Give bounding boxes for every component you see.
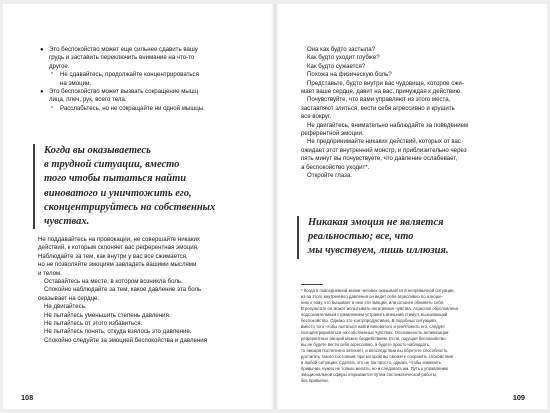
- bullet-item: ● Это беспокойство может еще сильнее сдавить вашу грудь и заставить переключить внимание на что-то другое.: [40, 46, 198, 70]
- hollow-square-icon: ▫: [51, 103, 54, 111]
- page-number: 108: [21, 393, 34, 402]
- bullet-item: ● Это беспокойство может вызвать сокращение мышц лица, плеч, рук, всего тела.: [40, 88, 199, 104]
- left-page: [3, 4, 271, 409]
- left-top-bullets: [38, 46, 251, 113]
- footnote-divider: [301, 284, 323, 285]
- right-page: [279, 4, 547, 409]
- bullet-dot-icon: ●: [40, 89, 44, 96]
- pull-quote: Никакая эмоция не является реальностью; все, что мы чувствуем, лишь иллюзия.: [297, 216, 538, 259]
- page-number: 109: [512, 393, 525, 402]
- right-body-text: Она как будто застыла? Как будто уходит глубже? Как будто сужается? Похожа на физическую боль? Представьте, будто внутри вас чудовище, которое сжи- мает ваше сердце, давит на вас, принуждая к действию. Почувствуйте, что вами управляют из этого места, заставляют злиться, вести себя агрессивно и крушить все вокруг. Не двигайтесь, внимательно наблюдайте за поведением референтной эмоции. Не предпринимайте никаких действий, которых от вас ожидает этот внутренний монстр, и приблизительно через пять минут вы почувствуете, что давление ослабевает, а беспокойство уходит*. Откройте глаза.: [301, 46, 469, 180]
- footnote: * Когда в повседневной жизни человек оказывается в непривычной ситуации, из-за этого внутреннего давления он ведет себя агрессивно по отноше- нию к тому, кто вызывает в нем эти эмоции, или склонен обвинять себя. В результате он может испытывать негативные чувства. Агрессия обусловлена подсознательным стремлением устранить внешний стимул, вызывающий беспокойство. Однако это контрпродуктивно. В подобных ситуациях, вместо того чтобы пытаться найти виноватого и уничтожить его, следует сконцентрироваться на собственных чувствах. Осознанность активизации референтных эмоций можно бездействием. Если, ощущая беспокойство, вы не будете вести себя агрессивно, а будете просто наблюдать, то эмоция постепенно затихнет, и впоследствии вы обретете способность достигать такого состояния, при котором вы сможете сохранять спокойствие в любой ситуации. Сделать это не так просто, однако, чтобы изменить привычки, нужно не только желать, но и следовать им. Путь к управлению эмоциональной сферы открывается путем систематической работы, без привычки.: [301, 288, 458, 383]
- bullet-dot-icon: ●: [40, 47, 44, 53]
- sub-bullet-item: ▫ Расслабьтесь, но не сокращайте ни одной мышцы.: [51, 103, 205, 112]
- hollow-square-icon: ▫: [51, 70, 54, 78]
- book-gutter: [271, 4, 279, 409]
- left-body-text: Не поддавайтесь на провокации, не совершайте никаких действий, к которым склоняет вас референтная эмоция. Наблюдайте за тем, как внутри у вас все сжимается, но не позволяйте эмоциям завладеть вашими мыслями и телом. Оставайтесь на месте, в котором возникла боль. Спокойно наблюдайте за тем, какое давление эта боль оказывает на сердце. Не двигайтесь. Не пытайтесь уменьшить степень давления. Не пытайтесь от этого избавиться. Не пытайтесь понять, откуда взялось это давление. Спокойно следуйте за эмоцией беспокойства и давления: [38, 236, 207, 344]
- pull-quote: Когда вы оказываетесь в трудной ситуации, вместо того чтобы пытаться найти виноватого и уничтожить его, сконцентрируйтесь на собственных чувствах.: [33, 144, 264, 229]
- sub-bullet-item: ▫ Не сдавайтесь, продолжайте концентрироваться на эмоции.: [51, 70, 199, 87]
